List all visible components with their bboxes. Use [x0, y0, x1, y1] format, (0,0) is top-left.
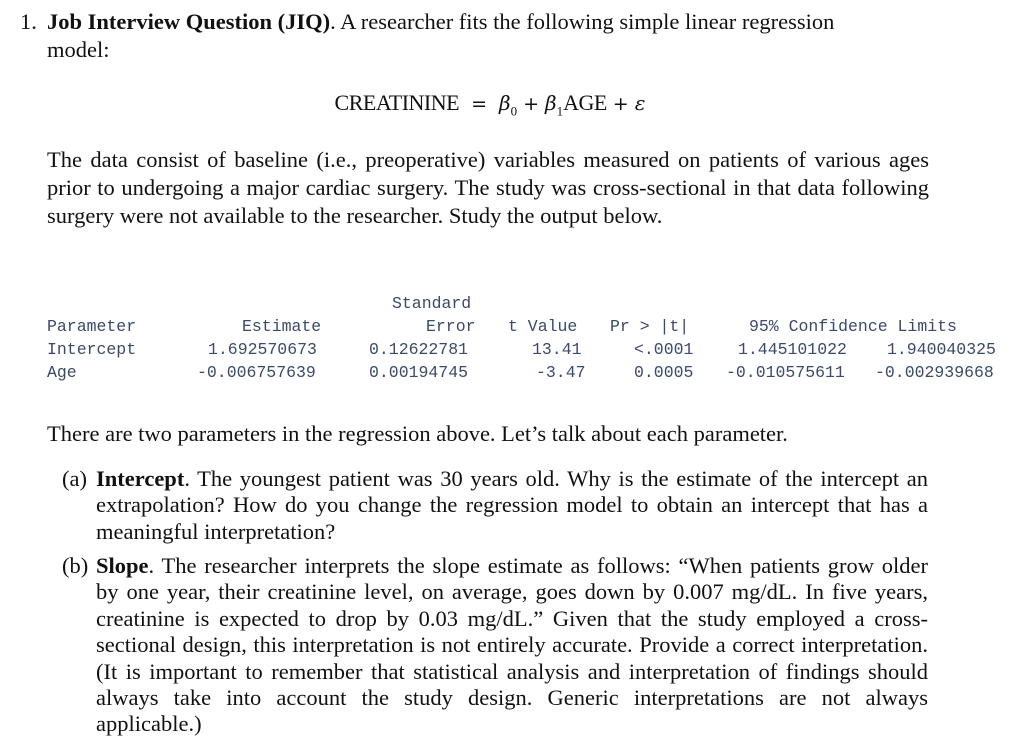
equation-predictor: AGE — [563, 90, 607, 115]
row-intercept-se: 0.12622781 — [369, 340, 469, 359]
header-standard: Standard — [392, 294, 472, 313]
equation-error: ε — [634, 91, 646, 115]
header-parameter: Parameter — [47, 317, 137, 336]
part-b — [62, 553, 928, 738]
equation-response: CREATININE — [334, 90, 460, 115]
header-confidence-limits: 95% Confidence Limits — [749, 317, 957, 336]
part-a-title: Intercept — [96, 466, 185, 491]
question-text-continued: model: — [47, 37, 110, 62]
part-a-text: . The youngest patient was 30 years old. Why is the estimate of the intercept an extrapolation? How do you change the regression model to obtain an intercept that has a meaningful interpretation? — [96, 466, 928, 544]
regression-equation — [0, 90, 980, 119]
question-header — [20, 8, 960, 64]
header-t-value: t Value — [508, 317, 578, 336]
row-age-se: 0.00194745 — [369, 363, 469, 382]
row-intercept-ci-upper: 1.940040325 — [887, 340, 996, 359]
part-b-body — [96, 553, 928, 738]
equation-beta1: β — [545, 91, 557, 115]
row-age-parameter: Age — [47, 363, 77, 382]
part-a — [62, 466, 928, 545]
part-b-text: . The researcher interprets the slope estimate as follows: “When patients grow older by one year, their creatinine level, on average, goes down by 0.007 mg/dL. In five years, creatinine is expected to drop by 0.03 mg/dL.” Given that the study employed a cross-sectional design, this interpretation is not entirely accurate. Provide a correct interpretation. (It is important to remember that statistical analysis and interpretation of findings should always take into account the study design. Generic interpretations are not always applicable.) — [96, 553, 928, 737]
part-a-body — [96, 466, 928, 545]
part-b-title: Slope — [96, 553, 149, 578]
parameters-intro: There are two parameters in the regression above. Let’s talk about each parameter. — [47, 421, 788, 446]
data-description: The data consist of baseline (i.e., preoperative) variables measured on patients of various ages prior to undergoing a major cardiac surgery. The study was cross-sectional in that data following surgery were not available to the researcher. Study the output below. — [47, 147, 929, 228]
question-title: Job Interview Question (JIQ) — [47, 9, 331, 34]
row-intercept-t: 13.41 — [532, 340, 582, 359]
row-intercept-estimate: 1.692570673 — [208, 340, 317, 359]
equation-plus-1: + — [523, 93, 539, 115]
row-intercept-ci-lower: 1.445101022 — [738, 340, 847, 359]
header-error: Error — [426, 317, 476, 336]
equation-equals: = — [471, 93, 488, 115]
question-first-line — [20, 8, 960, 36]
question-text: . A researcher fits the following simple linear regression — [330, 9, 835, 34]
equation-beta1-sub: 1 — [556, 103, 564, 119]
part-a-label: (a) — [62, 466, 87, 491]
row-age-estimate: -0.006757639 — [197, 363, 316, 382]
row-intercept-p: <.0001 — [634, 340, 694, 359]
question-number: 1. — [20, 9, 37, 34]
row-intercept-parameter: Intercept — [47, 340, 137, 359]
equation-beta0: β — [499, 91, 511, 115]
row-age-t: -3.47 — [536, 363, 586, 382]
header-p-value: Pr > |t| — [610, 317, 690, 336]
equation-plus-2: + — [612, 93, 629, 115]
equation-beta0-sub: 0 — [510, 103, 518, 119]
row-age-p: 0.0005 — [634, 363, 694, 382]
row-age-ci-upper: -0.002939668 — [875, 363, 994, 382]
row-age-ci-lower: -0.010575611 — [726, 363, 845, 382]
part-b-label: (b) — [62, 553, 89, 578]
header-estimate: Estimate — [242, 317, 322, 336]
